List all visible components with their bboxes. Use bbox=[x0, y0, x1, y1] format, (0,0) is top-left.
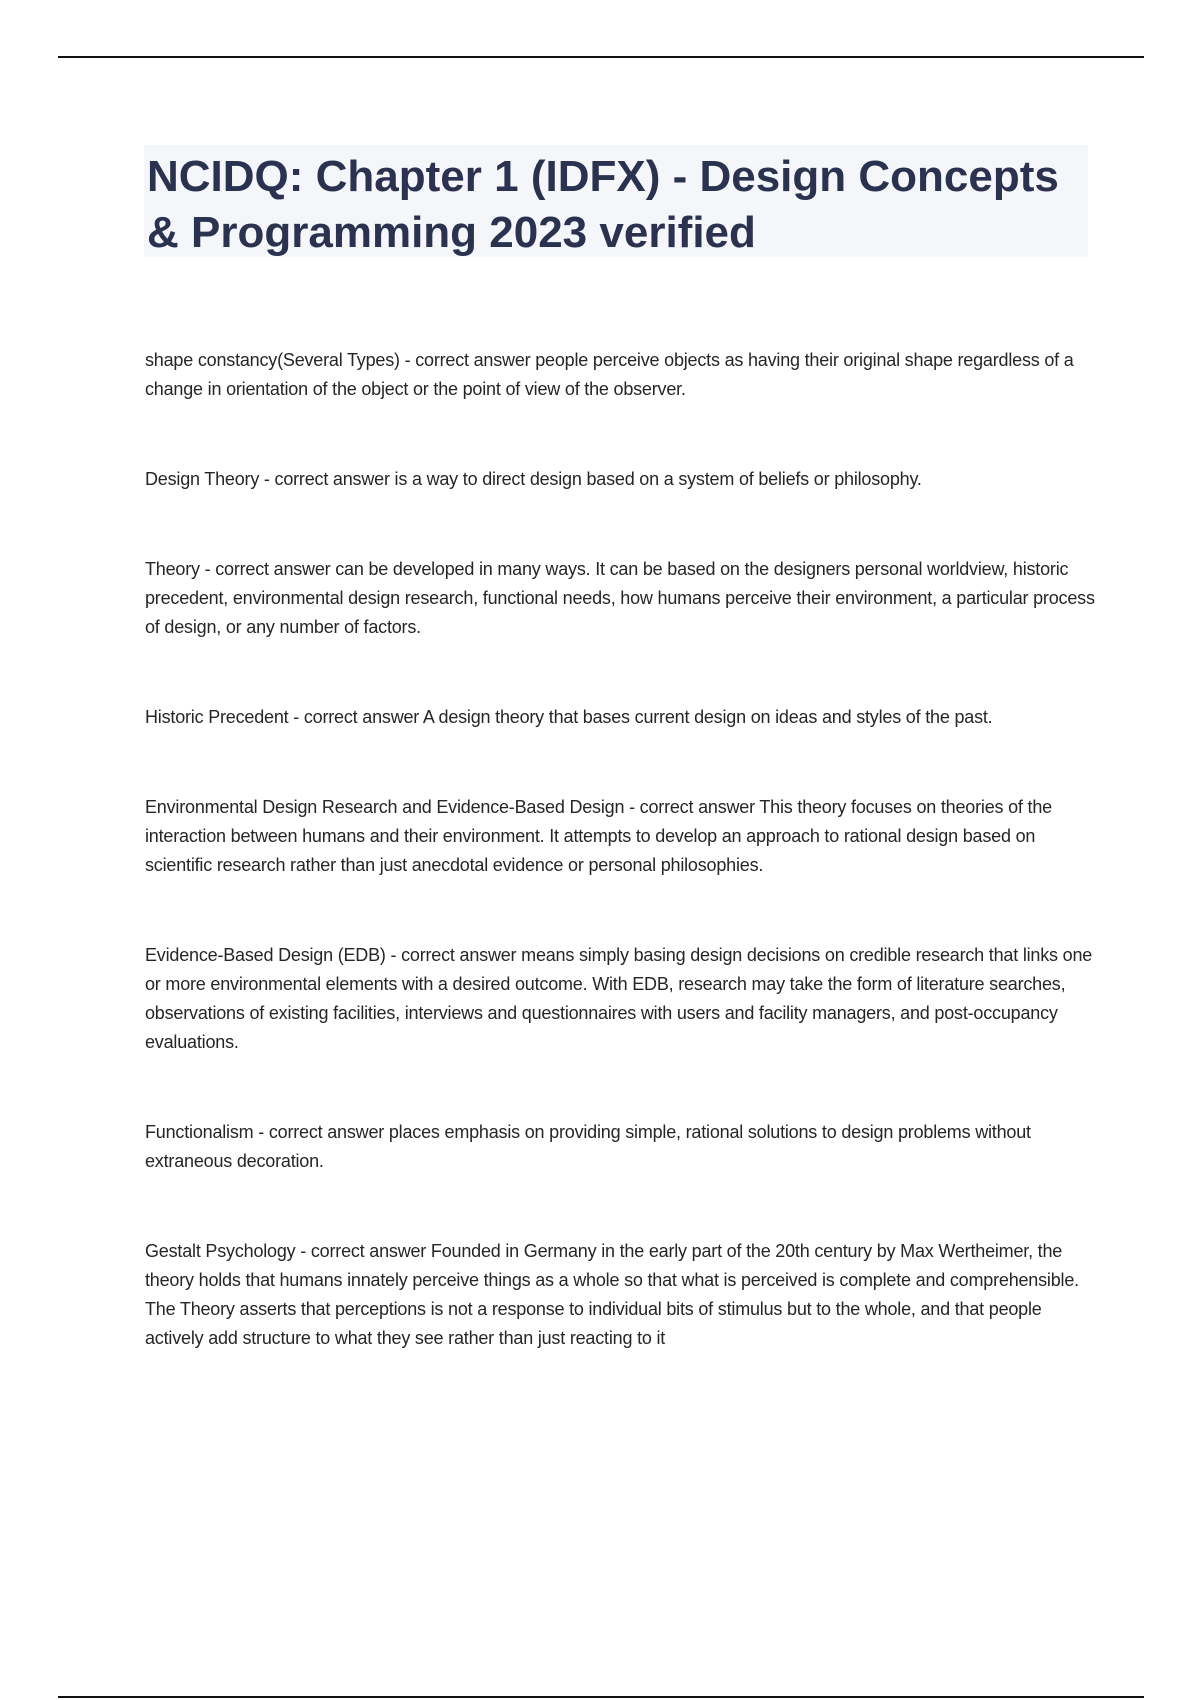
entry-gestalt-psychology: Gestalt Psychology - correct answer Founded in Germany in the early part of the 20th century by Max Wertheimer, the theory holds that humans innately perceive things as a whole so that what is perceived is complete and comprehensible. The Theory asserts that perceptions is not a response to individual bits of stimulus but to the whole, and that people actively add structure to what they see rather than just reacting to it bbox=[145, 1241, 1079, 1348]
document-body bbox=[145, 346, 1095, 1414]
entry-theory: Theory - correct answer can be developed in many ways. It can be based on the designers personal worldview, historic precedent, environmental design research, functional needs, how humans perceive their environment, a particular process of design, or any number of factors. bbox=[145, 559, 1095, 637]
bottom-divider bbox=[58, 1696, 1144, 1698]
page-title: NCIDQ: Chapter 1 (IDFX) - Design Concepts & Programming 2023 verified bbox=[147, 152, 1059, 257]
entry-functionalism: Functionalism - correct answer places emphasis on providing simple, rational solutions to design problems without extraneous decoration. bbox=[145, 1122, 1031, 1171]
title-banner bbox=[144, 145, 1088, 257]
entry-evidence-based-design: Evidence-Based Design (EDB) - correct answer means simply basing design decisions on credible research that links one or more environmental elements with a desired outcome. With EDB, research may take the form of literature searches, observations of existing facilities, interviews and questionnaires with users and facility managers, and post-occupancy evaluations. bbox=[145, 945, 1093, 1052]
entry-design-theory: Design Theory - correct answer is a way to direct design based on a system of beliefs or philosophy. bbox=[145, 469, 922, 489]
top-divider bbox=[58, 56, 1144, 58]
entry-historic-precedent: Historic Precedent - correct answer A design theory that bases current design on ideas and styles of the past. bbox=[145, 707, 993, 727]
entry-shape-constancy: shape constancy(Several Types) - correct answer people perceive objects as having their original shape regardless of a change in orientation of the object or the point of view of the observer. bbox=[145, 350, 1074, 399]
entry-environmental-design-research: Environmental Design Research and Evidence-Based Design - correct answer This theory focuses on theories of the interaction between humans and their environment. It attempts to develop an approach to rational design based on scientific research rather than just anecdotal evidence or personal philosophies. bbox=[145, 797, 1052, 875]
